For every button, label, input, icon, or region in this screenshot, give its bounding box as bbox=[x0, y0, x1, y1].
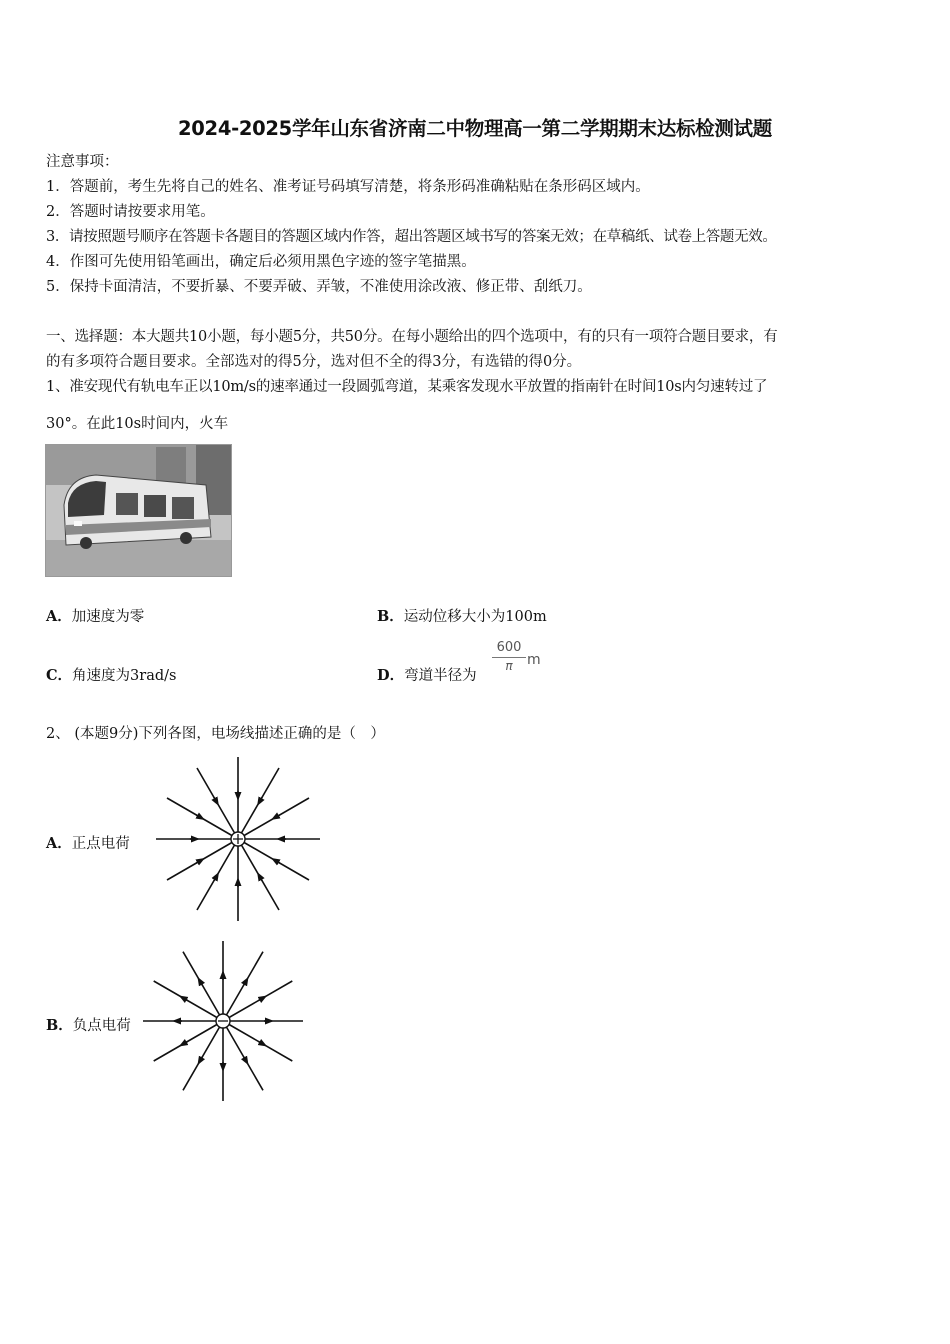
radius-fraction bbox=[492, 640, 526, 673]
question-2-stem: 2、 (本题9分)下列各图，电场线描述正确的是（ ） bbox=[46, 726, 385, 742]
option-C bbox=[46, 666, 176, 686]
field-line-arrowhead bbox=[214, 797, 217, 802]
option-text: 负点电荷 bbox=[72, 1018, 131, 1034]
field-line-arrowhead bbox=[259, 998, 264, 1001]
tram-photo bbox=[45, 444, 232, 577]
negative-charge-field-diagram bbox=[140, 938, 308, 1106]
notice-heading: 注意事项： bbox=[46, 154, 119, 170]
section-instructions-line2: 的有多项符合题目要求。全部选对的得5分，选对但不全的得3分，有选错的得0分。 bbox=[46, 354, 582, 370]
option-label: B． bbox=[46, 1017, 73, 1034]
option-B bbox=[46, 1016, 131, 1036]
option-D bbox=[377, 666, 477, 686]
option-label: B． bbox=[377, 608, 404, 625]
question-1-stem-line1: 1、准安现代有轨电车正以10m/s的速率通过一段圆弧弯道，某乘客发现水平放置的指南针在时间10s内匀速转过了 bbox=[46, 379, 768, 395]
field-line-arrowhead bbox=[196, 815, 201, 818]
field-line-arrowhead bbox=[200, 980, 203, 985]
option-label: D． bbox=[377, 667, 405, 684]
option-A bbox=[46, 834, 130, 854]
question-1-stem-line2: 30°。在此10s时间内，火车 bbox=[46, 416, 229, 432]
option-text: 加速度为零 bbox=[71, 609, 145, 625]
field-line-arrowhead bbox=[200, 1057, 203, 1062]
option-text: 运动位移大小为100m bbox=[403, 609, 547, 625]
section-instructions-line1: 一、选择题：本大题共10小题，每小题5分，共50分。在每小题给出的四个选项中，有的只有一项符合题目要求，有 bbox=[46, 329, 778, 345]
option-text: 弯道半径为 bbox=[404, 668, 477, 684]
notice-item: 3．请按照题号顺序在答题卡各题目的答题区域内作答，超出答题区域书写的答案无效；在草稿纸、试卷上答题无效。 bbox=[46, 229, 777, 245]
field-line-arrowhead bbox=[244, 980, 247, 985]
field-line-arrowhead bbox=[196, 860, 201, 863]
positive-charge-field-diagram bbox=[150, 752, 326, 924]
field-line-arrowhead bbox=[182, 1042, 187, 1045]
option-label: C． bbox=[46, 667, 73, 684]
unit-label: m bbox=[527, 652, 541, 668]
notice-item: 4．作图可先使用铅笔画出，确定后必须用黑色字迹的签字笔描黑。 bbox=[46, 254, 476, 270]
field-line-arrowhead bbox=[244, 1057, 247, 1062]
option-label: A． bbox=[46, 835, 72, 852]
field-line-arrowhead bbox=[214, 876, 217, 881]
field-line-arrowhead bbox=[182, 998, 187, 1001]
page-title: 2024-2025学年山东省济南二中物理高一第二学期期末达标检测试题 bbox=[178, 117, 772, 140]
option-text: 正点电荷 bbox=[71, 836, 130, 852]
notice-item: 1．答题前，考生先将自己的姓名、准考证号码填写清楚，将条形码准确粘贴在条形码区域内。 bbox=[46, 179, 650, 195]
option-label: A． bbox=[46, 608, 72, 625]
option-text: 角速度为3rad/s bbox=[72, 668, 177, 684]
notice-item: 5．保持卡面清洁，不要折暴、不要弄破、弄皱，不准使用涂改液、修正带、刮纸刀。 bbox=[46, 279, 592, 295]
field-line-arrowhead bbox=[259, 1042, 264, 1045]
fraction-numerator: 600 bbox=[492, 640, 526, 658]
field-line-arrowhead bbox=[259, 876, 262, 881]
field-line-arrowhead bbox=[275, 860, 280, 863]
field-line-arrowhead bbox=[259, 797, 262, 802]
field-line-arrowhead bbox=[275, 815, 280, 818]
notice-item: 2．答题时请按要求用笔。 bbox=[46, 204, 215, 220]
option-A bbox=[46, 607, 144, 627]
option-B bbox=[377, 607, 547, 627]
fraction-denominator: π bbox=[505, 659, 513, 673]
